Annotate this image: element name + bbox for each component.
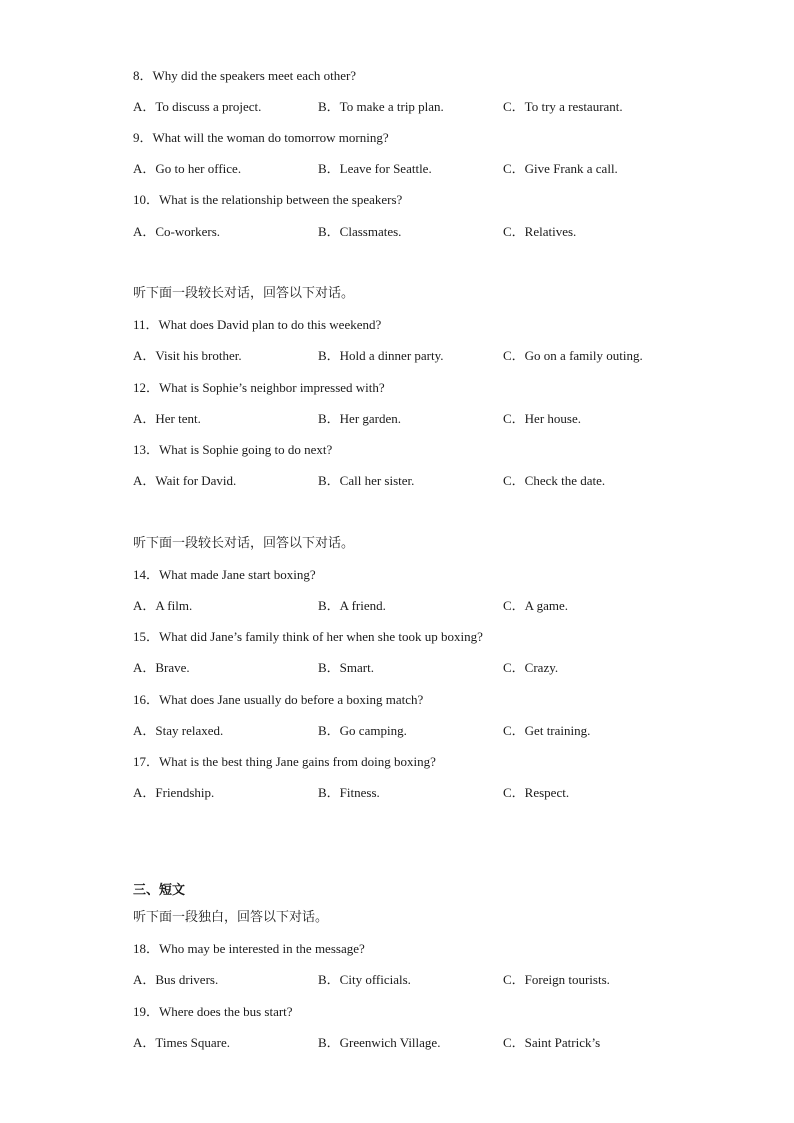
option-b-17: B．Fitness.: [318, 785, 380, 800]
option-b-19: B．Greenwich Village.: [318, 1035, 441, 1050]
option-a-11: A．Visit his brother.: [133, 348, 242, 363]
option-a-16: A．Stay relaxed.: [133, 723, 224, 738]
dialogue-heading-1: 听下面一段较长对话，回答以下对话。: [133, 286, 355, 301]
question-10: 10．What is the relationship between the speakers?: [133, 192, 403, 207]
option-b-13: B．Call her sister.: [318, 473, 415, 488]
question-13: 13．What is Sophie going to do next?: [133, 442, 333, 457]
question-12: 12．What is Sophie’s neighbor impressed with?: [133, 380, 385, 395]
option-a-10: A．Co-workers.: [133, 224, 221, 239]
option-b-8: B．To make a trip plan.: [318, 99, 444, 114]
option-c-16: C．Get training.: [503, 723, 591, 738]
question-18: 18．Who may be interested in the message?: [133, 941, 365, 956]
question-15: 15．What did Jane’s family think of her when she took up boxing?: [133, 629, 483, 644]
option-b-15: B．Smart.: [318, 660, 374, 675]
question-19: 19．Where does the bus start?: [133, 1004, 293, 1019]
option-a-13: A．Wait for David.: [133, 473, 237, 488]
option-c-9: C．Give Frank a call.: [503, 161, 618, 176]
option-b-12: B．Her garden.: [318, 411, 402, 426]
option-c-18: C．Foreign tourists.: [503, 972, 610, 987]
question-16: 16．What does Jane usually do before a boxing match?: [133, 692, 424, 707]
option-a-17: A．Friendship.: [133, 785, 215, 800]
option-c-13: C．Check the date.: [503, 473, 606, 488]
dialogue-heading-2: 听下面一段较长对话，回答以下对话。: [133, 536, 355, 551]
option-a-9: A．Go to her office.: [133, 161, 242, 176]
section-three-title: 三、短文: [133, 883, 186, 898]
option-a-15: A．Brave.: [133, 660, 190, 675]
option-c-15: C．Crazy.: [503, 660, 559, 675]
option-b-10: B．Classmates.: [318, 224, 402, 239]
question-9: 9．What will the woman do tomorrow morning?: [133, 130, 389, 145]
option-a-12: A．Her tent.: [133, 411, 201, 426]
question-14: 14．What made Jane start boxing?: [133, 567, 316, 582]
question-11: 11．What does David plan to do this weekend?: [133, 317, 382, 332]
option-b-14: B．A friend.: [318, 598, 386, 613]
option-c-10: C．Relatives.: [503, 224, 577, 239]
question-17: 17．What is the best thing Jane gains from doing boxing?: [133, 754, 436, 769]
option-c-8: C．To try a restaurant.: [503, 99, 623, 114]
option-b-11: B．Hold a dinner party.: [318, 348, 444, 363]
option-b-16: B．Go camping.: [318, 723, 407, 738]
option-a-19: A．Times Square.: [133, 1035, 231, 1050]
option-b-9: B．Leave for Seattle.: [318, 161, 432, 176]
question-8: 8．Why did the speakers meet each other?: [133, 68, 357, 83]
option-a-18: A．Bus drivers.: [133, 972, 219, 987]
option-c-14: C．A game.: [503, 598, 568, 613]
option-c-12: C．Her house.: [503, 411, 581, 426]
option-c-17: C．Respect.: [503, 785, 570, 800]
option-c-19: C．Saint Patrick’s: [503, 1035, 601, 1050]
option-c-11: C．Go on a family outing.: [503, 348, 643, 363]
option-b-18: B．City officials.: [318, 972, 411, 987]
monologue-heading: 听下面一段独白，回答以下对话。: [133, 910, 329, 925]
option-a-14: A．A film.: [133, 598, 193, 613]
option-a-8: A．To discuss a project.: [133, 99, 262, 114]
